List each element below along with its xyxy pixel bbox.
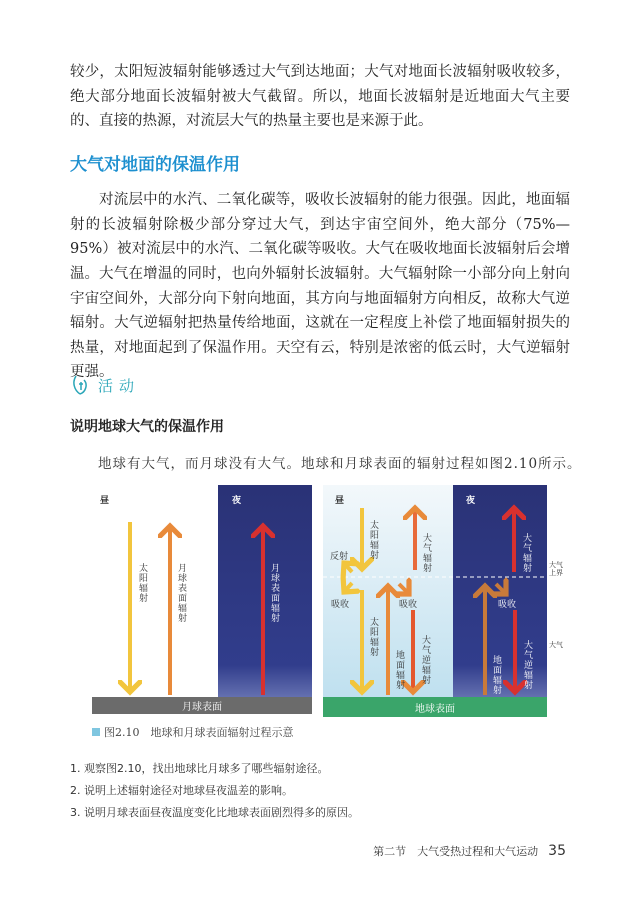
- solar-bottom-label: 太阳辐射: [368, 617, 378, 657]
- caption-text: 图2.10 地球和月球表面辐射过程示意: [104, 726, 294, 739]
- page-number: 35: [548, 843, 566, 859]
- atmosphere-label: 大气: [549, 641, 563, 649]
- moon-night-surface-label: 月球表面辐射: [269, 563, 279, 623]
- activity-intro: 地球有大气，而月球没有大气。地球和月球表面的辐射过程如图2.10所示。: [98, 456, 582, 472]
- section-title: 大气对地面的保温作用: [70, 155, 240, 175]
- page-footer: [373, 843, 566, 859]
- moon-night-label: 夜: [232, 496, 242, 506]
- counter-rad-label: 大气逆辐射: [420, 635, 430, 685]
- reflect-label: 反射: [330, 552, 349, 562]
- absorb-label-2: 吸收: [399, 600, 418, 610]
- question-3: 3. 说明月球表面昼夜温度变化比地球表面剧烈得多的原因。: [70, 806, 359, 819]
- earth-night-label: 夜: [466, 496, 476, 506]
- moon-ground-label: 月球表面: [182, 702, 222, 713]
- question-1: 1. 观察图2.10，找出地球比月球多了哪些辐射途径。: [70, 762, 329, 775]
- night-counter-rad-label: 大气逆辐射: [522, 640, 532, 690]
- top-of-atmosphere-label: 大气上界: [549, 561, 563, 577]
- earth-day-label: 昼: [335, 496, 345, 506]
- atm-rad-label: 大气辐射: [421, 533, 431, 573]
- night-atm-rad-label: 大气辐射: [521, 533, 531, 573]
- earth-ground-label: 地球表面: [415, 704, 455, 715]
- moon-solar-label: 太阳辐射: [137, 563, 147, 603]
- activity-label: 活动: [98, 376, 141, 395]
- footer-section: 第二节 大气受热过程和大气运动: [373, 845, 539, 858]
- ground-rad-label: 地面辐射: [394, 650, 404, 690]
- absorb-label-1: 吸收: [331, 600, 350, 610]
- paragraph-1: 对流层中的水汽、二氧化碳等，吸收长波辐射的能力很强。因此，地面辐射的长波辐射除极少部分穿过大气，到达宇宙空间外，绝大部分（75%—95%）被对流层中的水汽、二氧化碳等吸收。大气在吸收地面长波辐射后会增温。: [70, 192, 570, 282]
- night-absorb-label: 吸收: [498, 600, 517, 610]
- activity-title: 说明地球大气的保温作用: [70, 419, 224, 435]
- solar-top-label: 太阳辐射: [368, 520, 378, 560]
- paragraph-2: 大气在增温的同时，也向外辐射长波辐射。大气辐射除一小部分向上射向宇宙空间外，大部分向下射向地面，其方向与地面辐射方向相反，故称大气逆辐射。大气逆辐射把热量传给地面，这就在一定程度上补偿了地面辐射损失的热量，对地面起到了保温作用。天空有云，特别是浓密的低云时，大气逆辐射更强。: [70, 266, 570, 380]
- figure-caption: [92, 724, 294, 740]
- caption-marker-icon: [92, 728, 100, 736]
- moon-day-label: 昼: [100, 496, 110, 506]
- moon-surface-label: 月球表面辐射: [176, 563, 186, 623]
- intro-paragraph: 较少，太阳短波辐射能够透过大气到达地面；大气对地面长波辐射吸收较多，绝大部分地面长波辐射被大气截留。所以，地面长波辐射是近地面大气主要的、直接的热源，对流层大气的热量主要也是来源于此。: [70, 64, 570, 129]
- night-ground-rad-label: 地面辐射: [491, 655, 501, 695]
- question-2: 2. 说明上述辐射途径对地球昼夜温差的影响。: [70, 784, 293, 797]
